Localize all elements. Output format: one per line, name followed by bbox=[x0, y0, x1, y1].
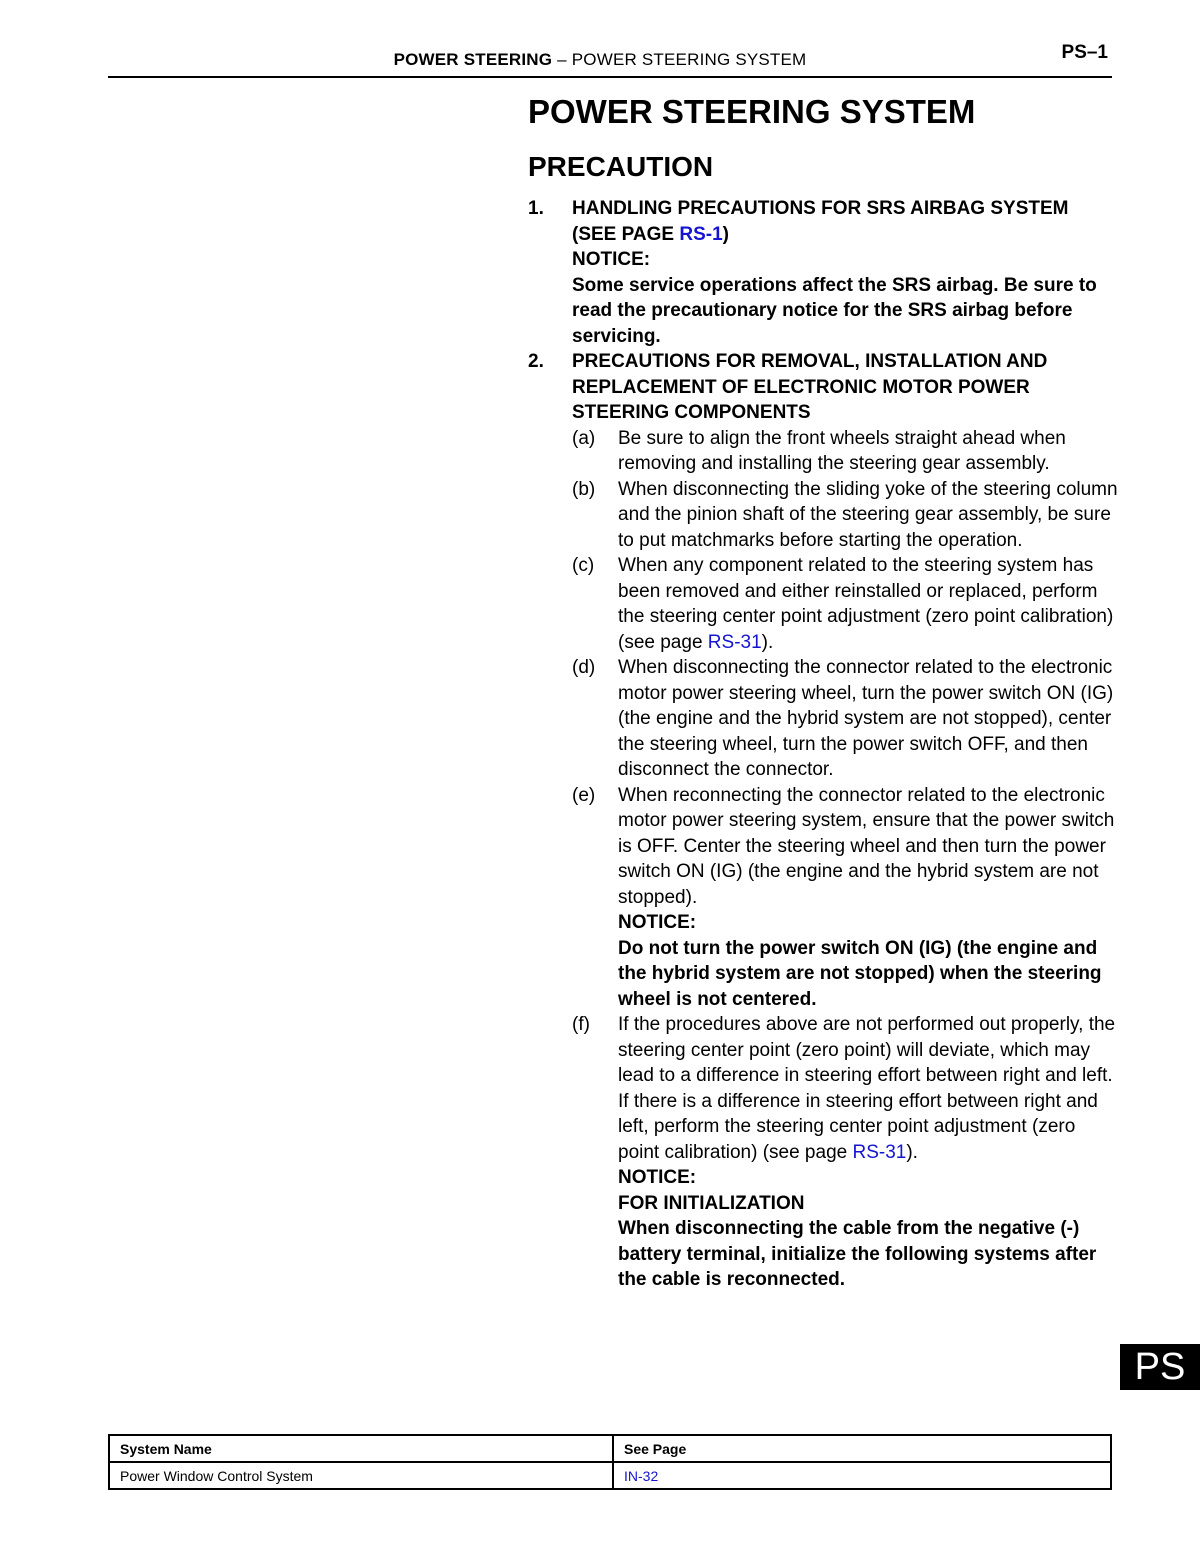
section-tab: PS bbox=[1120, 1344, 1200, 1390]
page-number: PS–1 bbox=[1061, 42, 1108, 63]
notice-label: NOTICE: bbox=[618, 912, 697, 933]
item-text: When disconnecting the sliding yoke of the steering column and the pinion shaft of the steering gear assembly, be sure to put matchmarks before starting the operation. bbox=[618, 478, 1118, 551]
column-header-see-page: See Page bbox=[613, 1435, 1111, 1462]
main-content bbox=[528, 90, 1118, 1293]
system-table bbox=[108, 1434, 1112, 1490]
item-label: (b) bbox=[572, 478, 596, 500]
list-item bbox=[572, 426, 1118, 477]
notice-heading: FOR INITIALIZATION bbox=[618, 1192, 805, 1214]
running-header bbox=[0, 50, 1200, 70]
notice-label: NOTICE: bbox=[572, 249, 651, 270]
notice-text: Do not turn the power switch ON (IG) (the engine and the hybrid system are not stopped) when the steering wheel is not centered. bbox=[618, 937, 1102, 1010]
item-label: (f) bbox=[572, 1014, 590, 1035]
item-text-end: ). bbox=[761, 631, 774, 653]
header-divider bbox=[108, 76, 1112, 78]
item-text-body: If the procedures above are not performed out properly, the steering center point (zero point) will deviate, which may lead to a difference in steering effort between right and left. If there is a difference in steering effort between right and left, perform the steering center point adjustment (zero point calibration) (see page bbox=[618, 1014, 1116, 1163]
header-section: POWER STEERING bbox=[393, 50, 553, 69]
table-row bbox=[109, 1462, 1111, 1489]
link-in-32[interactable]: IN-32 bbox=[613, 1462, 1111, 1489]
link-rs-31[interactable]: RS-31 bbox=[707, 631, 762, 653]
item-label: (d) bbox=[572, 657, 596, 678]
list-item bbox=[572, 1012, 1118, 1293]
table-header-row bbox=[109, 1435, 1111, 1462]
step-title-text: HANDLING PRECAUTIONS FOR SRS AIRBAG SYSTEM (SEE PAGE bbox=[572, 198, 1069, 245]
page-title: POWER STEERING SYSTEM bbox=[528, 93, 976, 130]
notice-text: Some service operations affect the SRS airbag. Be sure to read the precautionary notice for the SRS airbag before servicing. bbox=[572, 274, 1097, 347]
step-number: 1. bbox=[528, 198, 544, 219]
link-rs-1[interactable]: RS-1 bbox=[679, 223, 723, 245]
step-number: 2. bbox=[528, 351, 544, 372]
list-item bbox=[572, 553, 1118, 655]
step-2 bbox=[528, 349, 1118, 1293]
header-subsection: POWER STEERING SYSTEM bbox=[571, 50, 807, 69]
cell-system-name: Power Window Control System bbox=[109, 1462, 613, 1489]
list-item bbox=[572, 477, 1118, 554]
item-text-end: ). bbox=[906, 1141, 918, 1163]
notice-text: When disconnecting the cable from the negative (-) battery terminal, initialize the following systems after the cable is reconnected. bbox=[618, 1218, 1097, 1290]
item-text bbox=[618, 1012, 1118, 1165]
item-text: When disconnecting the connector related to the electronic motor power steering wheel, turn the power switch ON (IG) (the engine and the hybrid system are not stopped), center the steering wheel, turn the power switch OFF, and then disconnect the connector. bbox=[618, 657, 1114, 780]
item-label: (e) bbox=[572, 784, 596, 806]
list-item bbox=[572, 655, 1118, 783]
header-separator: – bbox=[557, 50, 567, 69]
item-text: When reconnecting the connector related to the electronic motor power steering system, ensure that the power switch is OFF. Center the steering wheel and then turn the power switch ON (IG) (the engine and the hybrid system are not stopped). bbox=[618, 784, 1115, 908]
item-text-body: When any component related to the steering system has been removed and either reinstalled or replaced, perform the steering center point adjustment (zero point calibration) (see page bbox=[618, 555, 1114, 653]
link-rs-31[interactable]: RS-31 bbox=[852, 1141, 907, 1163]
step-title-close: ) bbox=[722, 223, 729, 245]
section-title: PRECAUTION bbox=[528, 151, 714, 182]
list-item bbox=[572, 783, 1118, 1013]
column-header-system-name: System Name bbox=[109, 1435, 613, 1462]
notice-label: NOTICE: bbox=[618, 1167, 697, 1188]
item-text: Be sure to align the front wheels straight ahead when removing and installing the steering gear assembly. bbox=[618, 427, 1066, 474]
item-text bbox=[618, 553, 1118, 655]
item-label: (a) bbox=[572, 427, 596, 449]
item-label: (c) bbox=[572, 555, 595, 576]
step-title: PRECAUTIONS FOR REMOVAL, INSTALLATION AND REPLACEMENT OF ELECTRONIC MOTOR POWER STEERING COMPONENTS bbox=[572, 351, 1048, 423]
step-title bbox=[572, 196, 1118, 247]
step-1 bbox=[528, 196, 1118, 349]
